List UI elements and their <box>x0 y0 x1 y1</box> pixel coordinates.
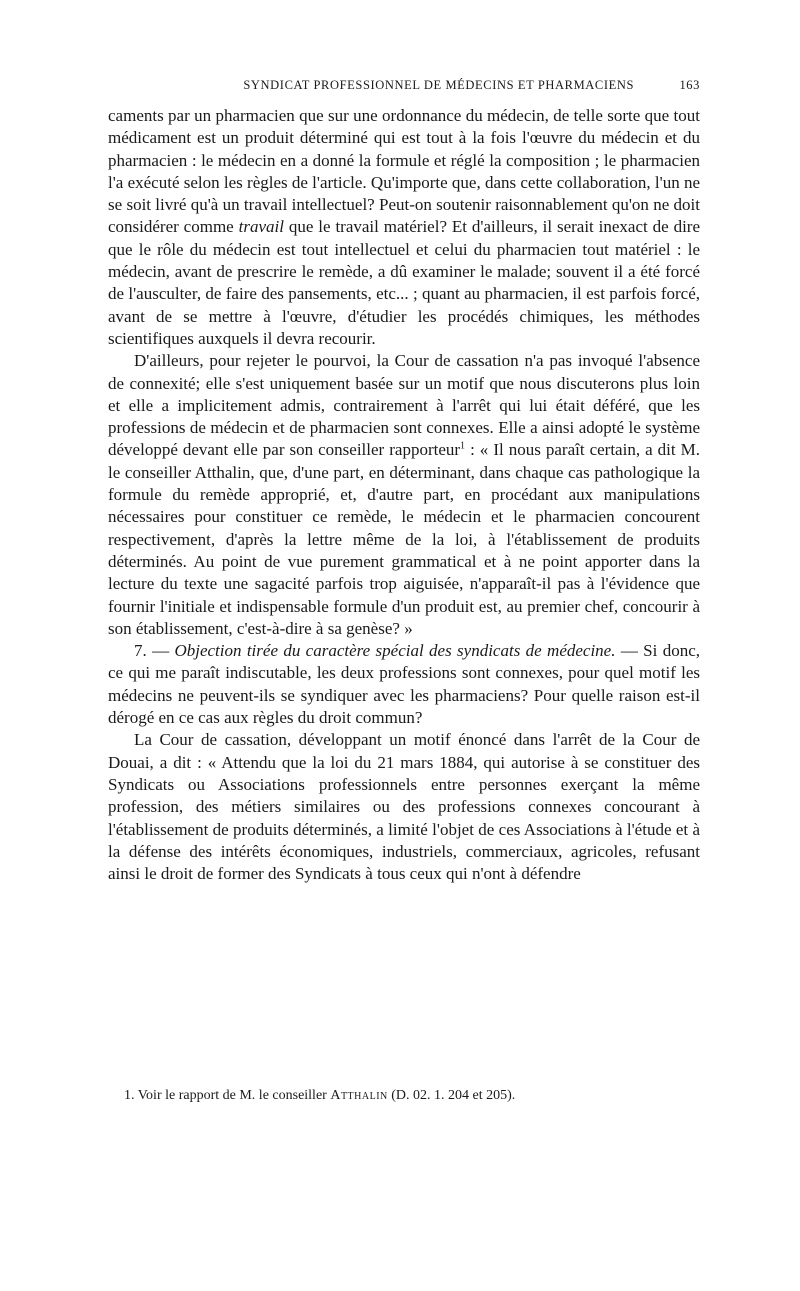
section-number: 7. — <box>134 641 175 661</box>
body-text <box>108 105 700 885</box>
paragraph-continuation: caments par un pharmacien que sur une ordonnance du médecin, de telle sorte que tout médicament est un produit déterminé qui est tout à la fois l'œuvre du médecin et du pharmacien : le médecin en a donné la formule et réglé la composition ; le pharmacien l'a exécuté selon les règles de l'article. Qu'importe que, dans cette collaboration, l'un ne se soit livré qu'à un travail intellectuel? Peut-on soutenir raisonnablement qu'on ne doit considérer comme travail que le travail matériel? Et d'ailleurs, il serait inexact de dire que le rôle du médecin est tout intellectuel et celui du pharmacien tout matériel : le médecin, avant de prescrire le remède, a dû examiner le malade; souvent il a été forcé de l'ausculter, de faire des pansements, etc... ; quant au pharmacien, il est parfois forcé, avant de se mettre à l'œuvre, d'étudier les procédés chimiques, les méthodes scientifiques auxquels il devra recourir. <box>108 106 700 348</box>
footnote-marker: 1 <box>460 440 466 452</box>
footnote-name: Atthalin <box>330 1088 388 1103</box>
footnote: 1. Voir le rapport de M. le conseiller Atthalin (D. 02. 1. 204 et 205). <box>124 1088 516 1103</box>
paragraph-cassation: D'ailleurs, pour rejeter le pourvoi, la Cour de cassation n'a pas invoqué l'absence de connexité; elle s'est uniquement basée sur un motif que nous discuterons plus loin et elle a implicitement admis, contrairement à l'arrêt qui lui était déféré, que les professions de médecin et de pharmacien sont connexes. Elle a ainsi adopté le système développé devant elle par son conseiller rapporteur$^1$ : « Il nous paraît certain, a dit M. le conseiller Atthalin, que, d'une part, en déterminant, dans chaque cas pathologique la formule du remède approprié, et, d'autre part, en procédant aux manipulations nécessaires pour constituer ce remède, le médecin et le pharmacien concourent respectivement, d'après la lettre même de la loi, à l'établissement de produits déterminés. Au point de vue purement grammatical et à ne point apporter dans la lecture du texte une sagacité parfois trop aiguisée, n'apparaît-il pas à l'évidence que fournir l'initiale et indispensable formule d'un produit est, au premier chef, concourir à son établissement, c'est-à-dire à sa genèse? » <box>108 351 700 638</box>
page <box>108 78 700 885</box>
emphasis-travail: travail <box>238 217 284 237</box>
running-title: SYNDICAT PROFESSIONNEL DE MÉDECINS ET PHARMACIENS <box>243 78 635 92</box>
paragraph-section-7: 7. — Objection tirée du caractère spécial des syndicats de médecine. — Si donc, ce qui me paraît indiscutable, les deux professions sont connexes, pour quel motif les médecins ne peuvent-ils se syndiquer avec les pharmaciens? Pour quelle raison est-il dérogé en ce cas aux règles du droit commun? <box>108 641 700 728</box>
page-number: 163 <box>679 78 700 92</box>
running-head <box>108 78 700 93</box>
section-heading: Objection tirée du caractère spécial des syndicats de médecine. <box>174 641 616 661</box>
paragraph-douai: La Cour de cassation, développant un motif énoncé dans l'arrêt de la Cour de Douai, a dit : « Attendu que la loi du 21 mars 1884, qui autorise à se constituer des Syndicats ou Associations professionnels entre personnes exerçant la même profession, des métiers similaires ou des professions connexes concourant à l'établissement de produits déterminés, a limité l'objet de ces Associations à l'étude et à la défense des intérêts économiques, industriels, commerciaux, agricoles, refusant ainsi le droit de former des Syndicats à tous ceux qui n'ont à défendre <box>108 730 700 884</box>
